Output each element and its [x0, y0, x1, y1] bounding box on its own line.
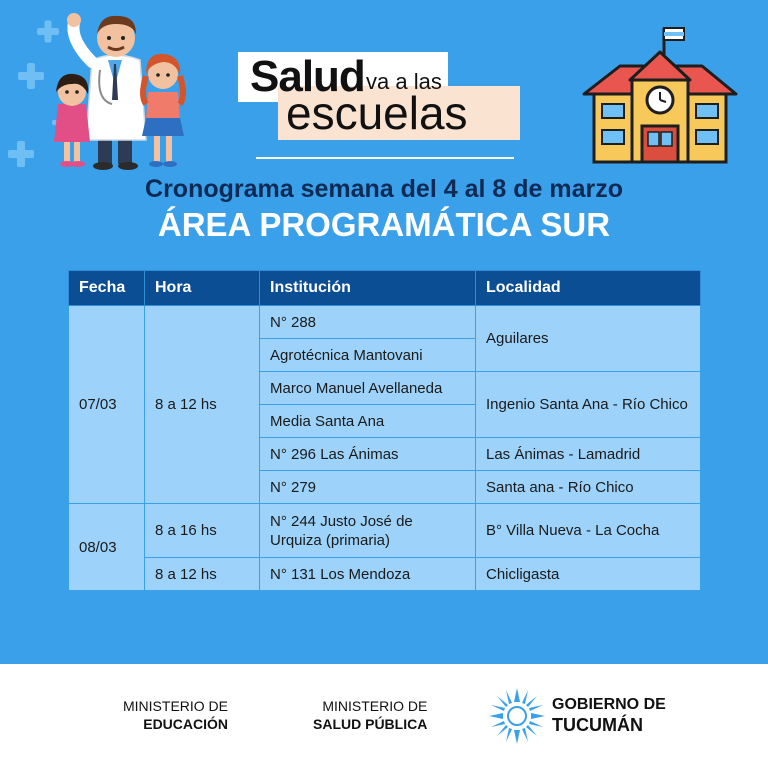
government-logo-text — [552, 694, 666, 736]
logo-divider — [256, 157, 514, 159]
hour-cell: 8 a 12 hs — [145, 306, 260, 504]
government-line1: GOBIERNO DE — [552, 696, 666, 713]
institution-cell: N° 296 Las Ánimas — [260, 438, 476, 471]
table-row — [69, 504, 701, 558]
locality-cell: Santa ana - Río Chico — [476, 471, 701, 504]
ministry-health-logo — [313, 697, 427, 733]
logo-salud-text: Salud — [250, 52, 365, 101]
ministry-education-line2: EDUCACIÓN — [143, 716, 229, 732]
locality-cell: Chicligasta — [476, 558, 701, 591]
header-institucion: Institución — [260, 271, 476, 306]
doctor-children-illustration — [0, 0, 210, 175]
schedule-title: Cronograma semana del 4 al 8 de marzo — [145, 175, 623, 203]
girl-right-figure — [142, 54, 184, 167]
ministry-health-line2: SALUD PÚBLICA — [313, 716, 428, 732]
area-subtitle: ÁREA PROGRAMÁTICA SUR — [157, 206, 611, 243]
tucuman-sun-emblem-icon — [487, 686, 547, 746]
logo-va-a-las-text: va a las — [366, 69, 442, 94]
hour-cell: 8 a 16 hs — [145, 504, 260, 558]
hour-cell: 8 a 12 hs — [145, 558, 260, 591]
institution-cell: N° 279 — [260, 471, 476, 504]
ministry-health-line1: MINISTERIO DE — [322, 698, 428, 714]
institution-cell: N° 244 Justo José de Urquiza (primaria) — [260, 504, 476, 558]
date-cell: 07/03 — [69, 306, 145, 504]
locality-cell: Aguilares — [476, 306, 701, 372]
institution-cell: Media Santa Ana — [260, 405, 476, 438]
locality-cell: B° Villa Nueva - La Cocha — [476, 504, 701, 558]
logo-escuelas-text: escuelas — [286, 87, 468, 139]
locality-cell: Ingenio Santa Ana - Río Chico — [476, 372, 701, 438]
ministry-education-logo — [123, 697, 228, 733]
ministry-education-line1: MINISTERIO DE — [123, 698, 229, 714]
institution-cell: N° 288 — [260, 306, 476, 339]
institution-cell: N° 131 Los Mendoza — [260, 558, 476, 591]
institution-cell: Marco Manuel Avellaneda — [260, 372, 476, 405]
table-header-row — [69, 271, 701, 306]
school-building-illustration — [580, 22, 740, 167]
table-row — [69, 306, 701, 339]
institution-cell: Agrotécnica Mantovani — [260, 339, 476, 372]
girl-left-figure — [54, 74, 90, 167]
header-localidad: Localidad — [476, 271, 701, 306]
header-hora: Hora — [145, 271, 260, 306]
government-line2: TUCUMÁN — [552, 715, 643, 735]
locality-cell: Las Ánimas - Lamadrid — [476, 438, 701, 471]
schedule-table — [68, 270, 701, 591]
table-row — [69, 558, 701, 591]
header-fecha: Fecha — [69, 271, 145, 306]
date-cell: 08/03 — [69, 504, 145, 591]
